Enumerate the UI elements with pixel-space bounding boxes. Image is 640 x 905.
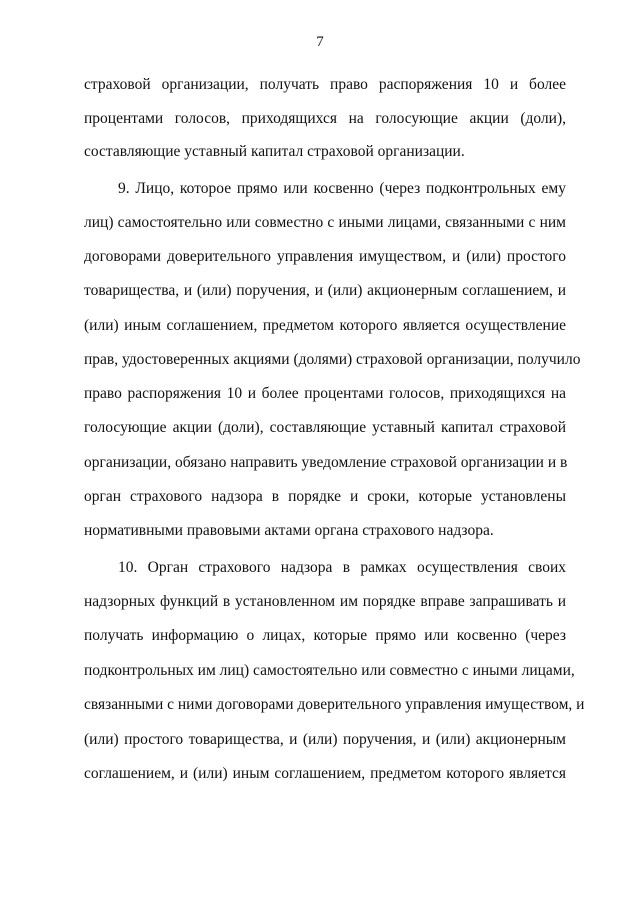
text-line: страховой организации, получать право распоряжения 10 и более [84, 76, 566, 93]
text-line: товарищества, и (или) поручения, и (или) акционерным соглашением, и [84, 282, 566, 299]
text-line: процентами голосов, приходящихся на голосующие акции (доли), [84, 110, 566, 127]
text-line: соглашением, и (или) иным соглашением, предметом которого является [84, 765, 566, 782]
text-line: 9. Лицо, которое прямо или косвенно (через подконтрольных ему [118, 180, 566, 197]
text-line: организации, обязано направить уведомление страховой организации и в [84, 454, 568, 471]
text-line: орган страхового надзора в порядке и сроки, которые установлены [84, 488, 566, 505]
text-line: лиц) самостоятельно или совместно с иными лицами, связанными с ним [84, 214, 566, 231]
page-number: 7 [316, 34, 324, 50]
text-line: прав, удостоверенных акциями (долями) страховой организации, получило [84, 351, 581, 368]
text-line: составляющие уставный капитал страховой организации. [84, 143, 465, 160]
text-line: право распоряжения 10 и более процентами голосов, приходящихся на [84, 385, 566, 402]
text-line: договорами доверительного управления имуществом, и (или) простого [84, 248, 566, 265]
text-line: 10. Орган страхового надзора в рамках осуществления своих [118, 559, 566, 576]
text-line: голосующие акции (доли), составляющие уставный капитал страховой [84, 419, 566, 436]
text-line: надзорных функций в установленном им порядке вправе запрашивать и [84, 593, 566, 610]
text-line: нормативными правовыми актами органа страхового надзора. [84, 522, 494, 539]
text-line: (или) иным соглашением, предметом которого является осуществление [84, 317, 566, 334]
text-line: (или) простого товарищества, и (или) поручения, и (или) акционерным [84, 731, 566, 748]
text-line: связанными с ними договорами доверительного управления имуществом, и [84, 696, 585, 713]
text-line: получать информацию о лицах, которые прямо или косвенно (через [84, 627, 566, 644]
text-line: подконтрольных им лиц) самостоятельно или совместно с иными лицами, [84, 662, 575, 679]
